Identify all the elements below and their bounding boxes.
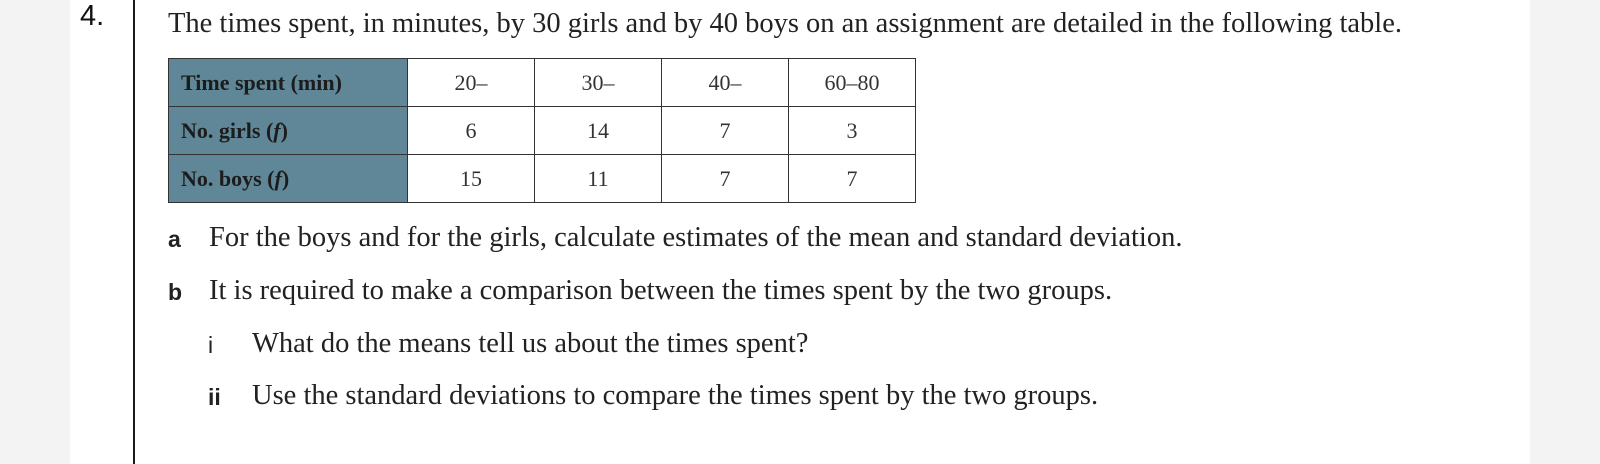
margin-divider [133,0,135,464]
table-cell: 40– [662,59,789,107]
table-cell: 60–80 [789,59,916,107]
row-header-boys: No. boys (f) [169,155,408,203]
row-header-girls: No. girls (f) [169,107,408,155]
table-cell: 7 [662,155,789,203]
part-a-text: For the boys and for the girls, calculate estimates of the mean and standard deviation. [209,222,1183,253]
table-cell: 14 [535,107,662,155]
table-cell: 3 [789,107,916,155]
table-row-time [169,59,916,107]
part-b-text: It is required to make a comparison between the times spent by the two groups. [209,275,1113,306]
table-cell: 7 [662,107,789,155]
question-number: 4. [80,0,105,32]
table-cell: 20– [408,59,535,107]
table-row-boys [169,155,916,203]
part-b-ii-text: Use the standard deviations to compare the times spent by the two groups. [252,380,1099,411]
part-b-i-label: i [208,332,214,358]
table-cell: 30– [535,59,662,107]
frequency-symbol: f [273,117,281,143]
frequency-table [168,58,916,203]
table-cell: 6 [408,107,535,155]
table-cell: 15 [408,155,535,203]
part-b-ii-label: ii [208,384,221,410]
frequency-symbol: f [274,165,282,191]
part-a-label: a [168,226,181,252]
table-cell: 7 [789,155,916,203]
part-b-label: b [168,279,183,305]
part-b-i-text: What do the means tell us about the times spent? [252,328,809,359]
table-cell: 11 [535,155,662,203]
row-header-time: Time spent (min) [169,59,408,107]
question-intro: The times spent, in minutes, by 30 girls and by 40 boys on an assignment are detailed in the following table. [168,8,1402,39]
table-row-girls [169,107,916,155]
